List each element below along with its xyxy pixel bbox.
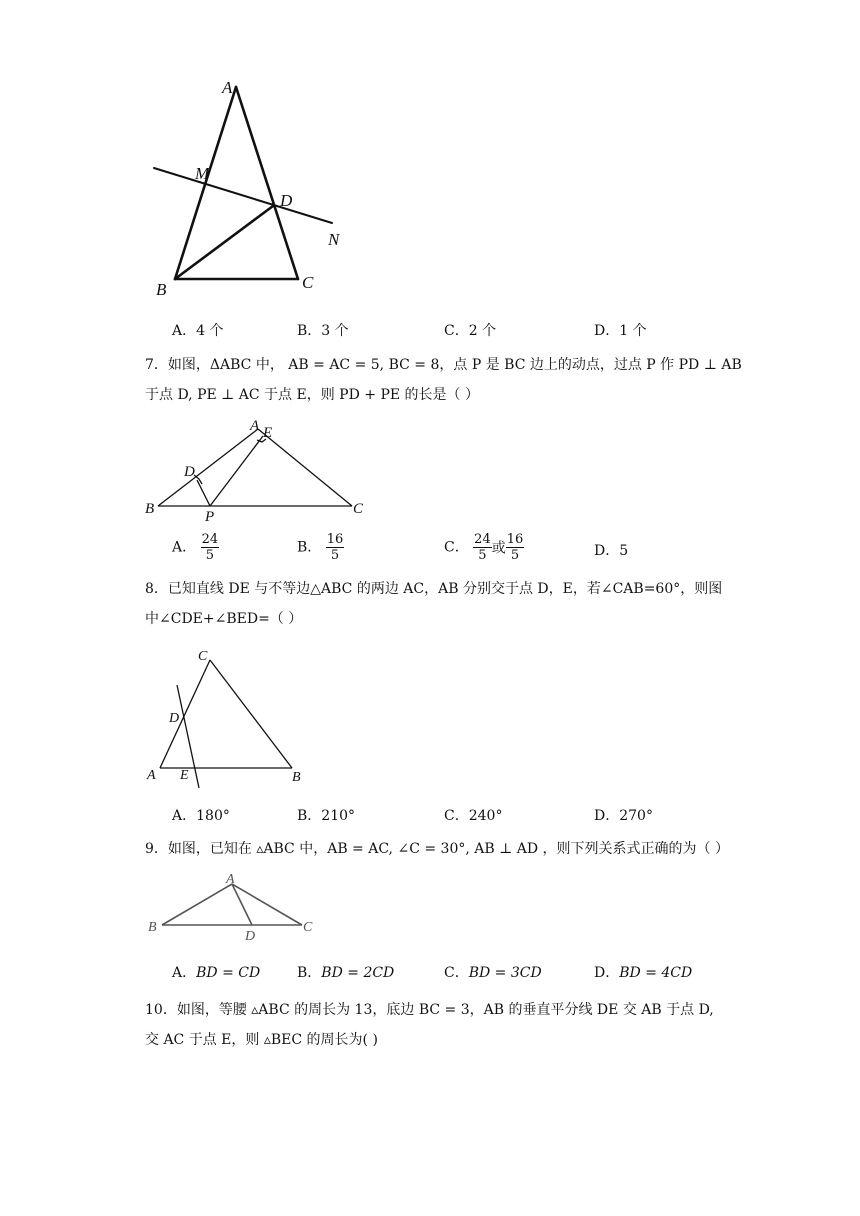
q8-line-2: 中∠CDE+∠BED=（ ） (145, 611, 303, 627)
q7-option-c-fraction-1: $\frac{24}{5}$ (474, 532, 491, 563)
q7-segment-pe (210, 436, 263, 506)
q8-segment-ac (160, 660, 210, 768)
q7-option-b: B． $\frac{16}{5}$ (297, 532, 344, 563)
q7-figure (140, 415, 380, 525)
q9-line-1: 9．如图，已知在 ▵ABC 中，AB = AC, ∠C = 30°, AB ⊥ AD ，则下列关系式正确的为（ ） (145, 841, 729, 857)
q9-label-c: C (303, 920, 313, 935)
q7-stem (145, 350, 742, 410)
q8-option-b: B．210° (297, 808, 356, 824)
q9-option-d: D．BD = 4CD (594, 965, 693, 981)
q9-label-b: B (148, 920, 157, 935)
q6-line-mn (154, 168, 332, 223)
q9-label-d: D (245, 929, 256, 944)
q9-option-c: C．BD = 3CD (444, 965, 542, 981)
q10-line-1: 10．如图，等腰 ▵ABC 的周长为 13，底边 BC = 3，AB 的垂直平分线 DE 交 AB 于点 D, (145, 1002, 714, 1018)
q9-option-a: A．BD = CD (172, 965, 261, 981)
q7-segment-pd (197, 480, 210, 506)
q6-label-d: D (280, 191, 293, 210)
q7-option-c-fraction-2: $\frac{16}{5}$ (506, 532, 524, 563)
q10-stem (145, 995, 725, 1055)
q8-line-1: 8．已知直线 DE 与不等边△ABC 的两边 AC，AB 分别交于点 D，E，若∠CAB=60°，则图 (145, 581, 723, 597)
q7-label-d: D (184, 464, 195, 480)
q8-figure (140, 642, 320, 792)
q8-option-a: A．180° (172, 808, 230, 824)
q7-option-b-fraction: $\frac{16}{5}$ (326, 532, 344, 563)
q6-option-b: B．3 个 (297, 323, 349, 339)
q7-segment-ab (158, 429, 258, 506)
q8-option-d: D．270° (594, 808, 653, 824)
q6-options (172, 320, 812, 342)
q9-segment-ab (162, 884, 232, 925)
q6-label-a: A (222, 78, 233, 97)
q8-label-b: B (292, 770, 301, 785)
q8-options (172, 805, 812, 827)
q8-label-c: C (198, 649, 208, 664)
q6-label-n: N (328, 230, 340, 249)
q9-options (172, 962, 812, 984)
q9-label-a: A (226, 872, 235, 887)
q7-diagram (140, 415, 380, 525)
q9-stem (145, 834, 729, 864)
q6-figure (140, 75, 360, 305)
q7-label-a: A (250, 418, 260, 434)
q7-option-a: A． $\frac{24}{5}$ (172, 532, 219, 563)
q6-diagram (140, 75, 360, 305)
q7-line-1: 7．如图，ΔABC 中， AB = AC = 5, BC = 8，点 P 是 BC 边上的动点，过点 P 作 PD ⊥ AB (145, 357, 742, 373)
q7-label-e: E (263, 425, 273, 441)
q7-option-a-fraction: $\frac{24}{5}$ (201, 532, 219, 563)
q7-option-c: C． $\frac{24}{5}$ 或 $\frac{16}{5}$ (444, 532, 524, 563)
q6-option-a: A．4 个 (172, 323, 224, 339)
q8-label-e: E (180, 768, 189, 783)
q9-option-b: B．BD = 2CD (297, 965, 395, 981)
q7-label-b: B (145, 501, 155, 517)
q7-option-d: D．5 (594, 543, 629, 559)
q9-figure (140, 870, 330, 945)
q10-line-2: 交 AC 于点 E，则 ▵BEC 的周长为( ) (145, 1032, 378, 1048)
q8-label-d: D (169, 711, 180, 726)
q7-options (172, 532, 812, 568)
q6-label-m: M (195, 164, 210, 183)
q9-diagram (140, 870, 330, 945)
q6-option-d: D．1 个 (594, 323, 647, 339)
q7-line-2: 于点 D, PE ⊥ AC 于点 E，则 PD + PE 的长是（ ） (145, 387, 479, 403)
q8-label-a: A (147, 768, 156, 783)
q6-segment-bd (175, 206, 273, 279)
q6-option-c: C．2 个 (444, 323, 497, 339)
q7-label-p: P (205, 509, 215, 525)
q8-diagram (140, 642, 320, 792)
q6-segment-ac (236, 87, 298, 279)
q8-segment-cb (210, 660, 292, 768)
q7-label-c: C (353, 501, 364, 517)
q6-label-b: B (156, 280, 167, 299)
q8-stem (145, 574, 725, 634)
q6-label-c: C (302, 273, 314, 292)
q8-option-c: C．240° (444, 808, 503, 824)
